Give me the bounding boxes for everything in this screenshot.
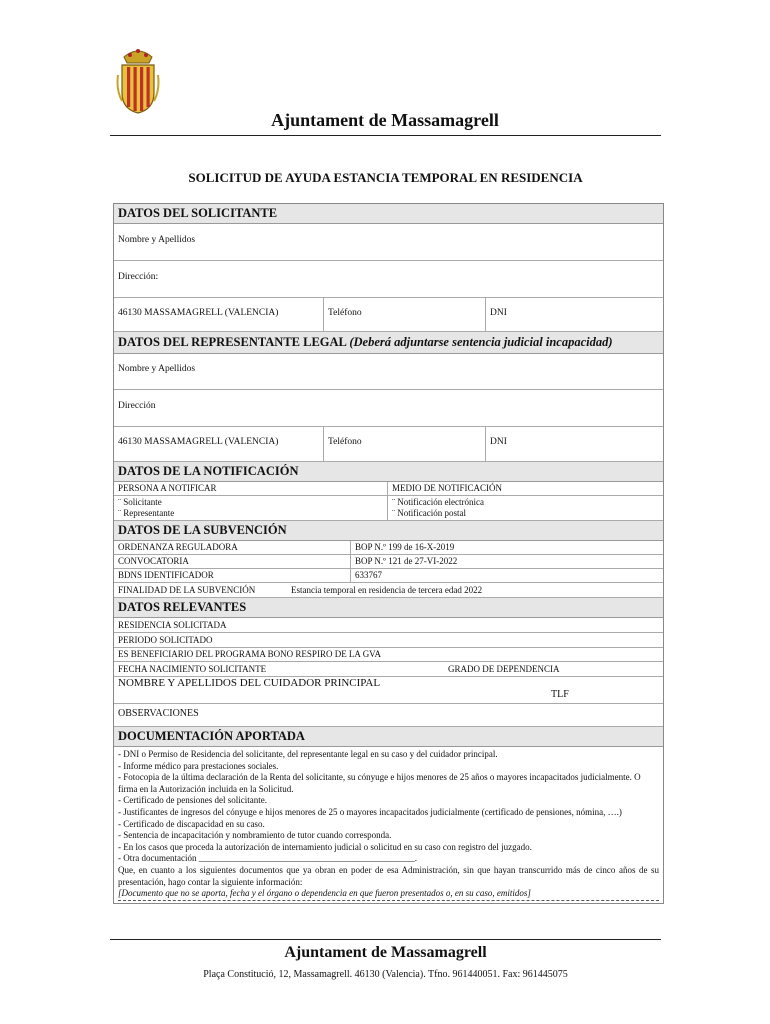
- option-postal-checkbox[interactable]: ¨ Notificación postal: [392, 508, 466, 518]
- finalidad-value: Estancia temporal en residencia de tercera edad 2022: [291, 585, 483, 595]
- documentation-list: [114, 747, 663, 903]
- solicitante-direccion-field[interactable]: [114, 261, 663, 298]
- section-representante-heading: DATOS DEL REPRESENTANTE LEGAL (Deberá adjuntarse sentencia judicial incapacidad): [114, 332, 663, 354]
- footer-title: Ajuntament de Massamagrell: [284, 944, 487, 961]
- solicitante-direccion-label: Dirección:: [118, 272, 159, 282]
- persona-notificar-label: PERSONA A NOTIFICAR: [114, 482, 388, 495]
- bdns-label: BDNS IDENTIFICADOR: [114, 569, 351, 582]
- document-title: SOLICITUD DE AYUDA ESTANCIA TEMPORAL EN RESIDENCIA: [188, 170, 583, 185]
- documentation-item: - En los casos que proceda la autorización de internamiento judicial o solicitud en su caso con registro del juzgado.: [118, 841, 532, 852]
- convocatoria-label: CONVOCATORIA: [114, 555, 351, 568]
- footer-rule: [110, 939, 661, 940]
- solicitante-nombre-field[interactable]: [114, 224, 663, 261]
- representante-localidad: 46130 MASSAMAGRELL (VALENCIA): [114, 427, 324, 461]
- section-relevantes-heading: DATOS RELEVANTES: [114, 598, 663, 618]
- representante-nombre-label: Nombre y Apellidos: [118, 364, 196, 374]
- documentation-item: - DNI o Permiso de Residencia del solicitante, del representante legal en su caso y del cuidador principal.: [118, 749, 498, 759]
- cuidador-label: NOMBRE Y APELLIDOS DEL CUIDADOR PRINCIPAL: [118, 677, 381, 689]
- bono-respiro-field[interactable]: [114, 648, 663, 662]
- representante-direccion-label: Dirección: [118, 401, 156, 411]
- solicitante-nombre-label: Nombre y Apellidos: [118, 235, 196, 245]
- medio-notificacion-label: MEDIO DE NOTIFICACIÓN: [392, 483, 502, 493]
- periodo-solicitado-label: PERIODO SOLICITADO: [118, 635, 213, 645]
- documentation-item: - Informe médico para prestaciones sociales.: [118, 760, 279, 771]
- convocatoria-value: BOP N.º 121 de 27-VI-2022: [355, 556, 458, 566]
- documentation-item: - Certificado de discapacidad en su caso.: [118, 818, 265, 829]
- solicitante-localidad: 46130 MASSAMAGRELL (VALENCIA): [114, 298, 324, 331]
- section-subvencion-heading: DATOS DE LA SUBVENCIÓN: [114, 521, 663, 541]
- section-documentacion-heading: DOCUMENTACIÓN APORTADA: [114, 727, 663, 747]
- residencia-solicitada-label: RESIDENCIA SOLICITADA: [118, 620, 227, 630]
- coat-of-arms-logo: [116, 45, 160, 115]
- cuidador-tlf-label: TLF: [551, 689, 569, 700]
- header-title: Ajuntament de Massamagrell: [271, 110, 499, 130]
- ordenanza-label: ORDENANZA REGULADORA: [114, 541, 351, 554]
- cuidador-field[interactable]: [114, 677, 663, 704]
- solicitante-telefono-label: Teléfono: [328, 308, 362, 318]
- documentation-item: - Otra documentación ________________________________________________.: [118, 853, 417, 864]
- periodo-solicitado-field[interactable]: [114, 633, 663, 648]
- documentation-item: - Sentencia de incapacitación y nombramiento de tutor cuando corresponda.: [118, 830, 392, 841]
- footer-address: Plaça Constitució, 12, Massamagrell. 46130 (Valencia). Tfno. 961440051. Fax: 961445075: [203, 969, 568, 980]
- grado-dependencia-label: GRADO DE DEPENDENCIA: [448, 664, 560, 674]
- documentation-item: - Certificado de pensiones del solicitante.: [118, 795, 267, 806]
- representante-heading-note: (Deberá adjuntarse sentencia judicial incapacidad): [349, 335, 613, 349]
- observaciones-label: OBSERVACIONES: [118, 708, 199, 719]
- representante-direccion-field[interactable]: [114, 390, 663, 427]
- representante-dni-field[interactable]: [486, 427, 663, 461]
- representante-nombre-field[interactable]: [114, 354, 663, 390]
- observaciones-field[interactable]: [114, 704, 663, 727]
- solicitante-dni-field[interactable]: [486, 298, 663, 331]
- residencia-solicitada-field[interactable]: [114, 618, 663, 633]
- representante-telefono-label: Teléfono: [328, 437, 362, 447]
- option-electronica-checkbox[interactable]: ¨ Notificación electrónica: [392, 497, 484, 507]
- documentation-note: Que, en cuanto a los siguientes documentos que ya obran en poder de esa Administración, sin que hayan transcurrido más de cinco años de su presentación, hago contar la siguiente información:: [118, 864, 659, 887]
- solicitante-telefono-field[interactable]: [324, 298, 486, 331]
- option-solicitante-checkbox[interactable]: ¨ Solicitante: [118, 497, 162, 507]
- documentation-note-italic: [Documento que no se aporta, fecha y el órgano o dependencia en que fueron presentados o, en su caso, emitidos]: [118, 888, 659, 901]
- ordenanza-value: BOP N.º 199 de 16-X-2019: [355, 542, 455, 552]
- bono-respiro-label: ES BENEFICIARIO DEL PROGRAMA BONO RESPIRO DE LA GVA: [118, 649, 382, 659]
- documentation-item: - Justificantes de ingresos del cónyuge e hijos menores de 25 o mayores incapacitados judicialmente (certificado de pensiones, nómina, ….): [118, 806, 622, 817]
- section-solicitante-heading: DATOS DEL SOLICITANTE: [114, 204, 663, 224]
- fecha-nacimiento-label: FECHA NACIMIENTO SOLICITANTE: [118, 664, 267, 674]
- finalidad-label: FINALIDAD DE LA SUBVENCIÓN: [118, 585, 256, 595]
- documentation-item: - Fotocopia de la última declaración de la Renta del solicitante, su cónyuge e hijos menores de 25 años o mayores incapacitados judicialmente. O firma en la Autorización incluida en la Solicitud.: [118, 772, 641, 794]
- application-form: [113, 203, 664, 904]
- representante-telefono-field[interactable]: [324, 427, 486, 461]
- representante-dni-label: DNI: [490, 437, 507, 447]
- option-representante-checkbox[interactable]: ¨ Representante: [118, 508, 175, 518]
- header-rule: [110, 135, 661, 136]
- section-notificacion-heading: DATOS DE LA NOTIFICACIÓN: [114, 462, 663, 482]
- solicitante-dni-label: DNI: [490, 308, 507, 318]
- bdns-value: 633767: [355, 570, 382, 580]
